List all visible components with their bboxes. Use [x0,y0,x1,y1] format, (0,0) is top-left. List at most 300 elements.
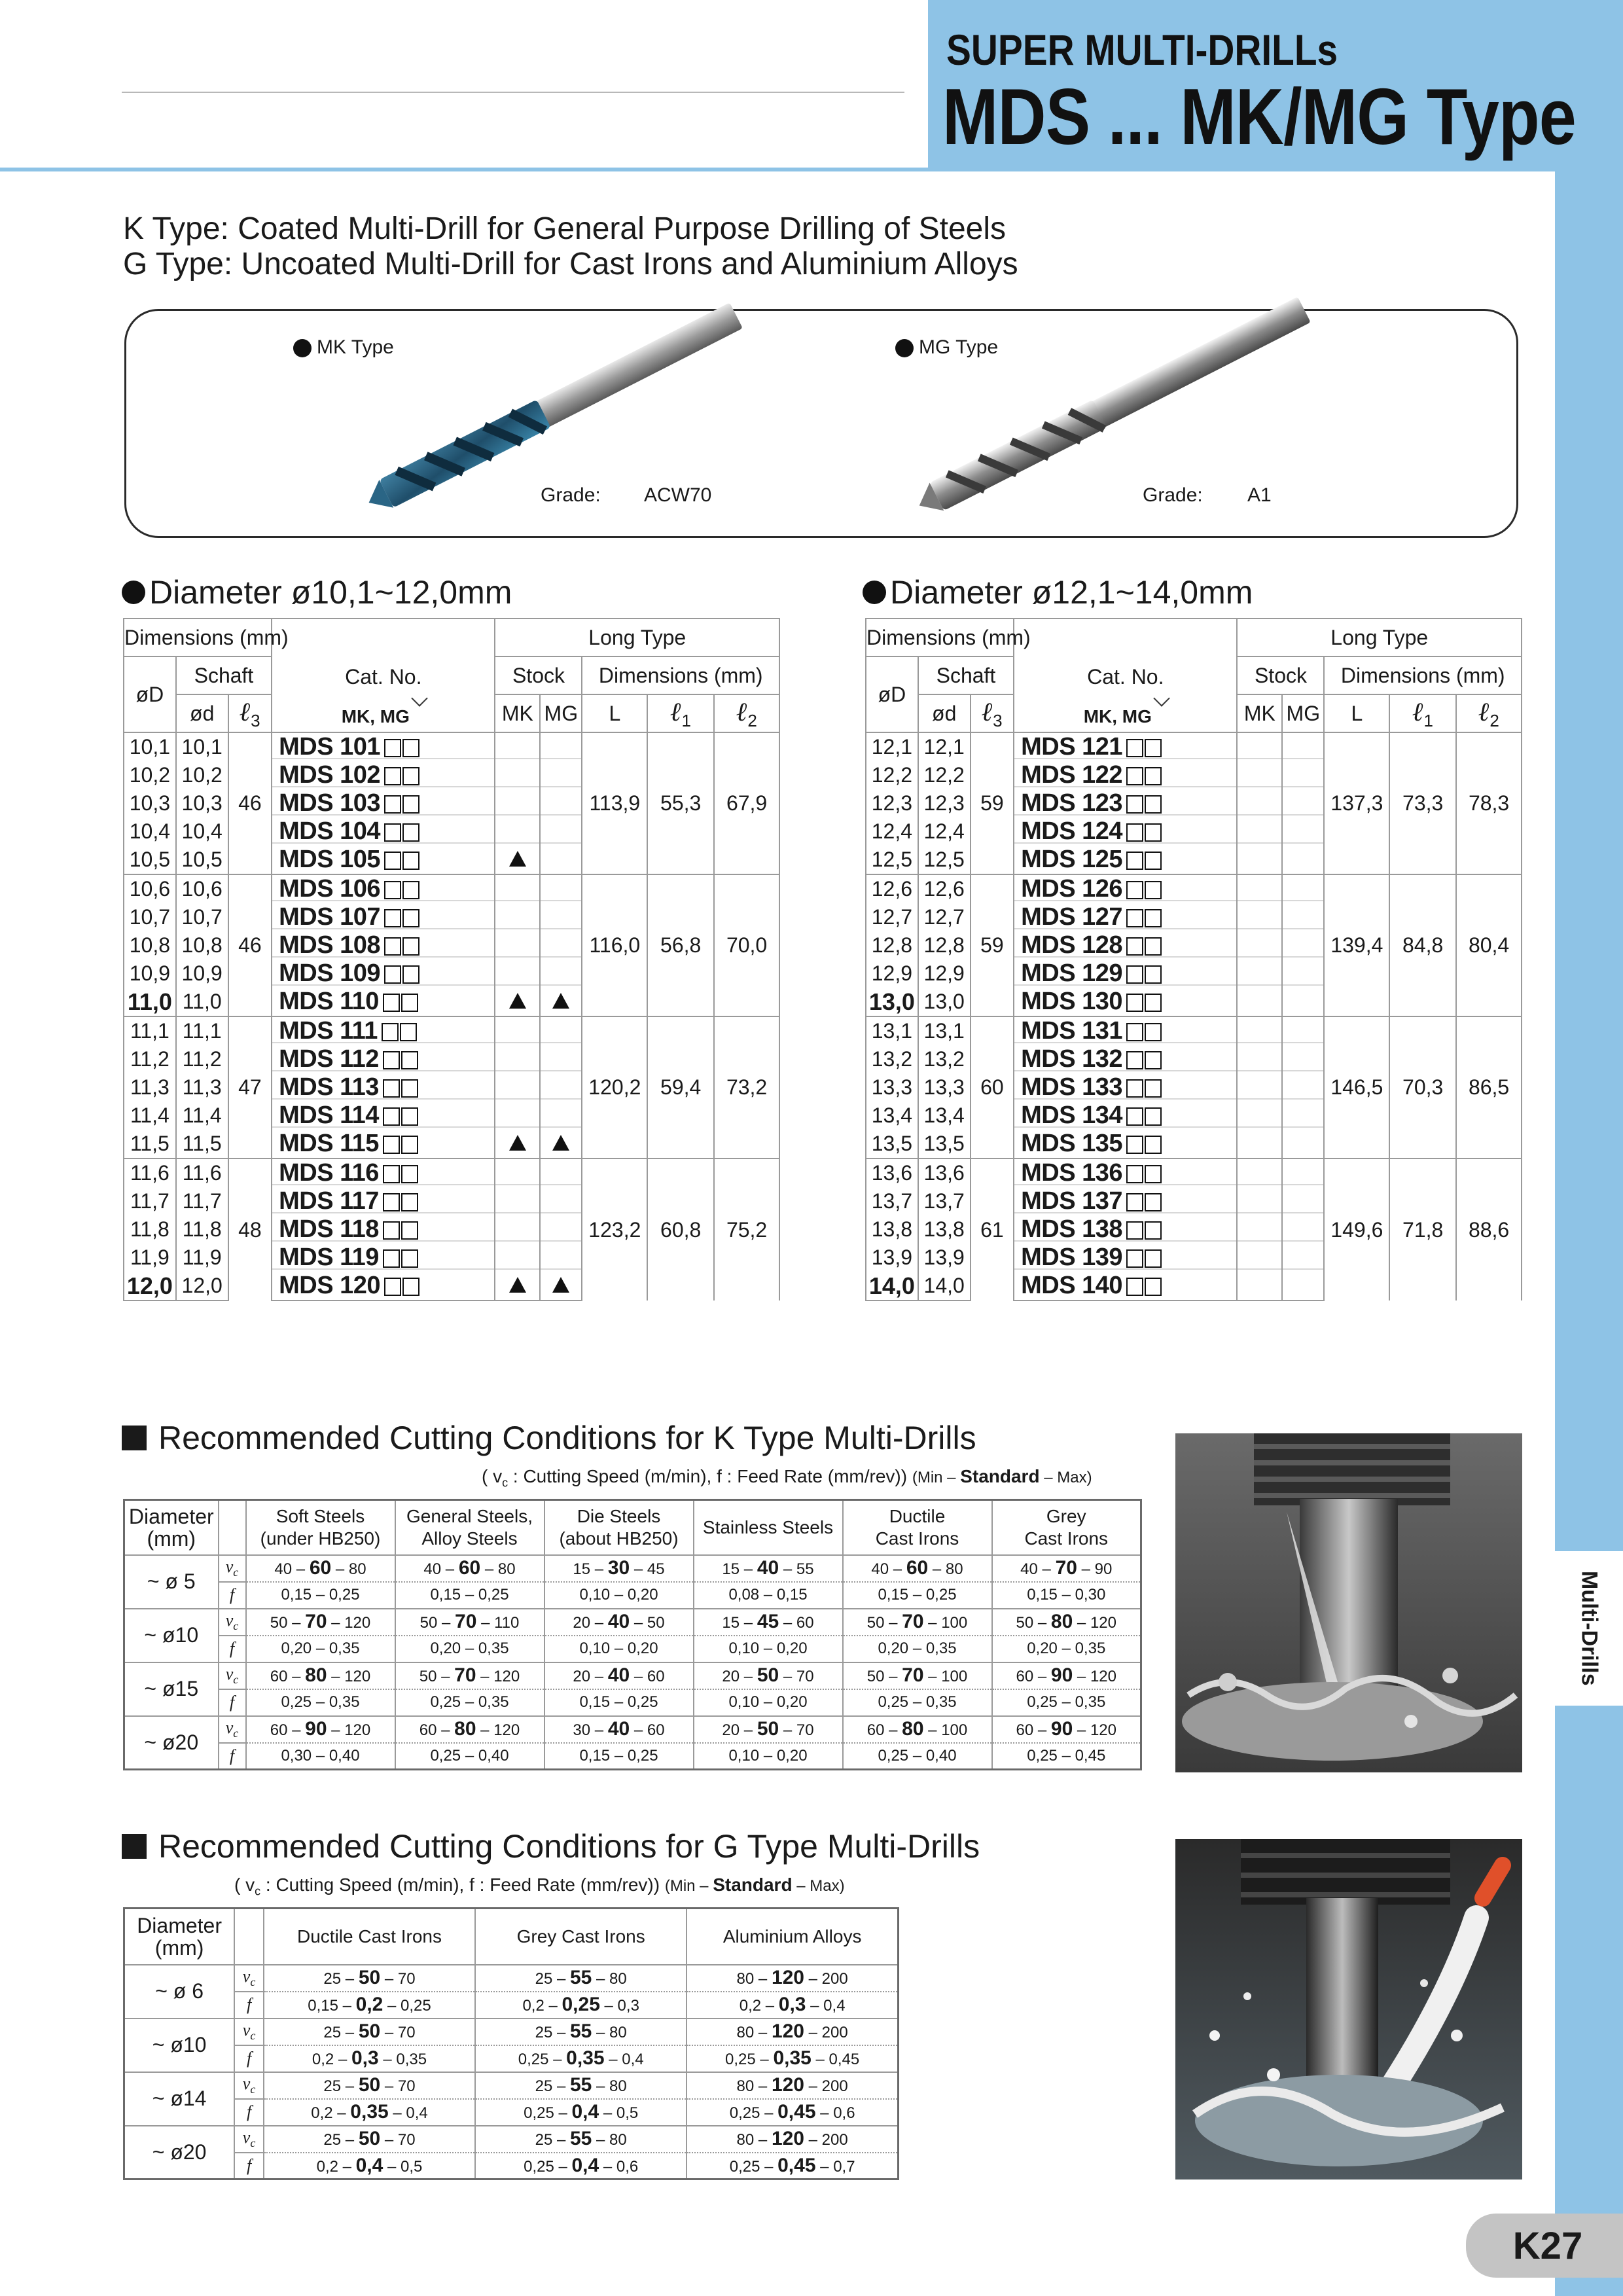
placeholder-box-icon [384,823,401,842]
placeholder-box-icon [1145,1193,1162,1211]
cat-no-cell: MDS 133 [1014,1073,1237,1102]
placeholder-box-icon [1145,767,1162,785]
placeholder-box-icon [1126,1051,1143,1069]
mg-stock-cell [540,1158,582,1187]
shank-diameter-cell: 11,3 [176,1073,228,1102]
mg-header: MG [540,694,582,732]
placeholder-box-icon [401,1165,418,1183]
mk-stock-cell [495,988,540,1016]
condition-value: 25 – 50 – 70 [264,2018,475,2045]
diameter-cell: 12,0 [124,1272,176,1300]
diameter-cell: ~ ø10 [124,2018,235,2072]
mk-stock-cell [495,874,540,903]
mg-stock-cell [1282,846,1324,874]
placeholder-box-icon [1145,881,1162,899]
shank-diameter-cell: 12,7 [918,903,971,931]
header-underline [0,168,1558,171]
cat-no-cell: MDS 138 [1014,1215,1237,1244]
table-row [124,1582,1141,1609]
dimensions-header: Dimensions (mm) [866,619,1014,656]
right-table-title: Diameter ø12,1~14,0mm [863,573,1253,611]
placeholder-box-icon [1145,937,1162,956]
cat-no-cell: MDS 109 [272,960,495,988]
shank-diameter-cell: 13,8 [918,1215,971,1244]
cat-no-cell: MDS 140 [1014,1272,1237,1300]
l1-cell: 84,8 [1389,874,1456,1016]
condition-value: 25 – 55 – 80 [475,1965,687,1992]
cat-no-cell: MDS 120 [272,1272,495,1300]
condition-value: 15 – 30 – 45 [544,1555,694,1582]
placeholder-box-icon [1145,1107,1162,1126]
vc-label: $v_c$ [234,2018,264,2045]
vc-label: $v_c$ [234,2072,264,2099]
condition-value: 0,25 – 0,35 [395,1689,544,1716]
condition-value: 0,2 – 0,3 – 0,35 [264,2045,475,2072]
placeholder-box-icon [383,1107,400,1126]
cat-no-cell: MDS 130 [1014,988,1237,1016]
header-rule [122,92,904,93]
table-row [124,2072,899,2099]
diameter-cell: 12,8 [866,931,918,960]
mk-stock-cell [1237,1045,1282,1073]
mg-stock-cell [540,960,582,988]
shank-diameter-cell: 13,9 [918,1244,971,1272]
condition-value: 0,10 – 0,20 [694,1743,843,1770]
placeholder-box-icon [383,994,400,1012]
g-conditions-table [123,1907,899,2180]
diameter-cell: 10,7 [124,903,176,931]
placeholder-box-icon [402,739,419,757]
placeholder-box-icon [1145,1136,1162,1154]
vc-label: $v_c$ [219,1555,246,1582]
condition-value: 60 – 80 – 120 [246,1662,395,1689]
condition-value: 30 – 40 – 60 [544,1716,694,1743]
mg-stock-cell [540,1187,582,1215]
placeholder-box-icon [401,1107,418,1126]
shank-diameter-cell: 11,5 [176,1130,228,1158]
placeholder-box-icon [401,1051,418,1069]
L-cell: 120,2 [582,1016,647,1158]
placeholder-box-icon [1145,1165,1162,1183]
square-bullet-icon [122,1834,147,1859]
placeholder-box-icon [384,937,401,956]
placeholder-box-icon [384,881,401,899]
condition-value: 0,25 – 0,35 [992,1689,1141,1716]
cat-no-cell: MDS 105 [272,846,495,874]
table-row [866,1158,1522,1187]
mk-stock-cell [1237,960,1282,988]
l1-cell: 56,8 [647,874,714,1016]
mg-stock-cell [540,931,582,960]
mg-stock-cell [1282,1102,1324,1130]
placeholder-box-icon [401,1136,418,1154]
shank-diameter-cell: 10,9 [176,960,228,988]
placeholder-box-icon [1145,909,1162,927]
condition-value: 0,15 – 0,2 – 0,25 [264,1992,475,2018]
cat-no-header: Cat. No. MK, MG [1014,619,1237,732]
placeholder-box-icon [1126,1107,1143,1126]
L-cell: 149,6 [1324,1158,1389,1300]
cat-no-cell: MDS 124 [1014,817,1237,846]
mk-stock-cell [495,1158,540,1187]
vc-label: $v_c$ [219,1662,246,1689]
mg-grade-value: A1 [1247,484,1272,506]
l3-cell: 47 [228,1016,272,1158]
l2-cell: 67,9 [714,732,779,874]
placeholder-box-icon [402,795,419,814]
f-label: f [234,1992,264,2018]
condition-value: 0,10 – 0,20 [694,1636,843,1662]
diameter-cell: 12,9 [866,960,918,988]
placeholder-box-icon [1126,1165,1143,1183]
placeholder-box-icon [382,1023,399,1041]
mk-stock-cell [495,931,540,960]
mg-stock-cell [1282,1073,1324,1102]
condition-value: 0,10 – 0,20 [544,1582,694,1609]
condition-value: 60 – 90 – 120 [992,1716,1141,1743]
mg-stock-cell [1282,761,1324,789]
shank-diameter-cell: 11,2 [176,1045,228,1073]
condition-value: 15 – 40 – 55 [694,1555,843,1582]
stock-triangle-icon [509,851,526,867]
condition-value: 20 – 40 – 50 [544,1609,694,1636]
placeholder-box-icon [1145,1278,1162,1296]
diameter-cell: 10,3 [124,789,176,817]
mk-grade-label: Grade: [541,484,601,506]
diameter-cell: 10,4 [124,817,176,846]
diameter-cell: 10,6 [124,874,176,903]
material-header: Ductile Cast Irons [843,1500,992,1555]
mk-stock-cell [1237,988,1282,1016]
condition-value: 0,15 – 0,25 [843,1582,992,1609]
diameter-cell: 13,5 [866,1130,918,1158]
placeholder-box-icon [1145,1249,1162,1268]
shank-diameter-cell: 13,3 [918,1073,971,1102]
placeholder-box-icon [1126,1023,1143,1041]
diameter-header: Diameter (mm) [124,1909,235,1965]
shank-diameter-cell: 12,4 [918,817,971,846]
bullet-icon [293,339,312,357]
od-header: ød [918,694,971,732]
shank-diameter-cell: 11,4 [176,1102,228,1130]
table-row [124,1636,1141,1662]
condition-value: 50 – 70 – 120 [395,1662,544,1689]
placeholder-box-icon [1145,1079,1162,1098]
l3-header: ℓ$_3$ [971,694,1014,732]
placeholder-box-icon [384,965,401,984]
diameter-header: Diameter (mm) [124,1500,219,1555]
condition-value: 50 – 70 – 100 [843,1662,992,1689]
shank-diameter-cell: 11,0 [176,988,228,1016]
l1-cell: 59,4 [647,1016,714,1158]
cat-no-cell: MDS 139 [1014,1244,1237,1272]
cat-no-cell: MDS 121 [1014,732,1237,761]
l3-cell: 46 [228,732,272,874]
shank-diameter-cell: 11,1 [176,1016,228,1045]
cat-no-cell: MDS 132 [1014,1045,1237,1073]
vc-label: $v_c$ [219,1716,246,1743]
shank-diameter-cell: 11,6 [176,1158,228,1187]
table-row [124,1743,1141,1770]
l2-header: ℓ$_2$ [1456,694,1522,732]
mg-grade-label: Grade: [1143,484,1203,506]
condition-value: 20 – 40 – 60 [544,1662,694,1689]
vc-label: $v_c$ [234,2126,264,2153]
cat-no-cell: MDS 128 [1014,931,1237,960]
mg-stock-cell [1282,1272,1324,1300]
bullet-icon [863,581,886,604]
placeholder-box-icon [401,994,418,1012]
f-label: f [234,2045,264,2072]
condition-value: 50 – 80 – 120 [992,1609,1141,1636]
f-label: f [219,1636,246,1662]
cat-no-cell: MDS 125 [1014,846,1237,874]
material-header: Grey Cast Irons [992,1500,1141,1555]
condition-value: 0,25 – 0,4 – 0,5 [475,2099,687,2126]
l2-cell: 75,2 [714,1158,779,1300]
diameter-cell: 10,1 [124,732,176,761]
mg-stock-cell [540,1272,582,1300]
cat-no-cell: MDS 106 [272,874,495,903]
vc-label: $v_c$ [234,1965,264,1992]
cat-no-cell: MDS 137 [1014,1187,1237,1215]
placeholder-box-icon [384,767,401,785]
cat-no-cell: MDS 126 [1014,874,1237,903]
side-bar [1555,168,1623,2296]
mg-stock-cell [540,817,582,846]
mg-stock-cell [1282,1130,1324,1158]
cat-no-cell: MDS 101 [272,732,495,761]
placeholder-box-icon [1126,881,1143,899]
cat-no-cell: MDS 119 [272,1244,495,1272]
shank-diameter-cell: 13,2 [918,1045,971,1073]
table-row [866,1016,1522,1045]
placeholder-box-icon [383,1249,400,1268]
shank-diameter-cell: 11,8 [176,1215,228,1244]
f-label: f [219,1743,246,1770]
condition-value: 0,20 – 0,35 [992,1636,1141,1662]
condition-value: 0,15 – 0,30 [992,1582,1141,1609]
series-name: SUPER MULTI-DRILLs [946,26,1338,74]
table-row [124,732,779,761]
condition-value: 40 – 70 – 90 [992,1555,1141,1582]
shank-diameter-cell: 12,6 [918,874,971,903]
cat-no-cell: MDS 113 [272,1073,495,1102]
condition-value: 60 – 90 – 120 [246,1716,395,1743]
diameter-cell: 12,2 [866,761,918,789]
mk-stock-cell [495,846,540,874]
mg-stock-cell [540,903,582,931]
mk-stock-cell [1237,789,1282,817]
mg-header: MG [1282,694,1324,732]
mk-stock-cell [495,1130,540,1158]
shank-diameter-cell: 13,1 [918,1016,971,1045]
L-cell: 116,0 [582,874,647,1016]
diameter-cell: 11,3 [124,1073,176,1102]
condition-value: 60 – 80 – 100 [843,1716,992,1743]
mk-stock-cell [1237,846,1282,874]
mk-stock-cell [495,1016,540,1045]
dimensions2-header: Dimensions (mm) [1324,656,1522,694]
placeholder-box-icon [1126,994,1143,1012]
mg-stock-cell [1282,931,1324,960]
mg-stock-cell [540,732,582,761]
diameter-cell: 13,4 [866,1102,918,1130]
mg-stock-cell [1282,988,1324,1016]
cat-no-cell: MDS 103 [272,789,495,817]
left-table-title: Diameter ø10,1~12,0mm [122,573,512,611]
condition-value: 15 – 45 – 60 [694,1609,843,1636]
mg-stock-cell [540,1073,582,1102]
table-row [124,1716,1141,1743]
placeholder-box-icon [1126,1249,1143,1268]
mk-stock-cell [495,761,540,789]
mk-stock-cell [495,1272,540,1300]
L-cell: 137,3 [1324,732,1389,874]
placeholder-box-icon [1126,909,1143,927]
placeholder-box-icon [402,823,419,842]
material-header: Die Steels (about HB250) [544,1500,694,1555]
mg-stock-cell [1282,960,1324,988]
placeholder-box-icon [1126,937,1143,956]
material-header: Stainless Steels [694,1500,843,1555]
l3-cell: 59 [971,732,1014,874]
condition-value: 0,2 – 0,25 – 0,3 [475,1992,687,2018]
condition-value: 0,25 – 0,45 – 0,7 [687,2153,898,2179]
table-row [124,1609,1141,1636]
mk-stock-cell [1237,1244,1282,1272]
cat-no-cell: MDS 115 [272,1130,495,1158]
mg-stock-cell [1282,1045,1324,1073]
condition-value: 60 – 80 – 120 [395,1716,544,1743]
table-row [124,2099,899,2126]
placeholder-box-icon [1145,1051,1162,1069]
diameter-cell: 13,3 [866,1073,918,1102]
l2-cell: 70,0 [714,874,779,1016]
condition-value: 25 – 50 – 70 [264,2072,475,2099]
diameter-cell: 11,4 [124,1102,176,1130]
condition-value: 0,20 – 0,35 [246,1636,395,1662]
cat-no-cell: MDS 110 [272,988,495,1016]
table-row [124,1555,1141,1582]
mk-stock-cell [495,732,540,761]
table-row [124,2018,899,2045]
placeholder-box-icon [1145,994,1162,1012]
l3-cell: 61 [971,1158,1014,1300]
condition-value: 0,25 – 0,40 [843,1743,992,1770]
condition-value: 25 – 50 – 70 [264,2126,475,2153]
diameter-cell: 10,5 [124,846,176,874]
condition-value: 0,25 – 0,35 [843,1689,992,1716]
mg-stock-cell [1282,732,1324,761]
mg-stock-cell [1282,903,1324,931]
placeholder-box-icon [1145,1221,1162,1240]
l3-cell: 48 [228,1158,272,1300]
mg-stock-cell [540,988,582,1016]
L-header: L [1324,694,1389,732]
placeholder-box-icon [1145,852,1162,870]
placeholder-box-icon [1145,823,1162,842]
diameter-cell: ~ ø 5 [124,1555,219,1609]
cat-no-cell: MDS 123 [1014,789,1237,817]
mg-stock-cell [540,846,582,874]
condition-value: 80 – 120 – 200 [687,2072,898,2099]
f-label: f [234,2099,264,2126]
diameter-cell: 12,6 [866,874,918,903]
placeholder-box-icon [1145,965,1162,984]
diameter-cell: 13,2 [866,1045,918,1073]
oD-header: øD [866,656,918,732]
mg-type-label: MG Type [895,336,998,359]
l3-cell: 46 [228,874,272,1016]
stock-triangle-icon [509,1135,526,1151]
mk-stock-cell [495,1187,540,1215]
condition-value: 0,15 – 0,25 [246,1582,395,1609]
condition-value: 60 – 90 – 120 [992,1662,1141,1689]
mg-stock-cell [1282,1244,1324,1272]
condition-value: 25 – 50 – 70 [264,1965,475,1992]
shank-diameter-cell: 12,3 [918,789,971,817]
material-header: Soft Steels (under HB250) [246,1500,395,1555]
placeholder-box-icon [383,1193,400,1211]
placeholder-box-icon [402,965,419,984]
condition-value: 0,25 – 0,45 [992,1743,1141,1770]
vf-header [219,1500,246,1555]
mk-stock-cell [1237,761,1282,789]
placeholder-box-icon [384,795,401,814]
mk-header: MK [1237,694,1282,732]
mk-stock-cell [1237,931,1282,960]
mg-stock-cell [540,1130,582,1158]
shank-diameter-cell: 13,5 [918,1130,971,1158]
table-row [124,1158,779,1187]
condition-value: 0,2 – 0,3 – 0,4 [687,1992,898,2018]
diameter-cell: 13,0 [866,988,918,1016]
mk-stock-cell [1237,903,1282,931]
stock-header: Stock [1237,656,1324,694]
cat-no-cell: MDS 111 [272,1016,495,1045]
cat-no-cell: MDS 116 [272,1158,495,1187]
intro-g-type: G Type: Uncoated Multi-Drill for Cast Irons and Aluminium Alloys [123,247,1018,281]
condition-value: 0,25 – 0,35 – 0,45 [687,2045,898,2072]
mg-stock-cell [1282,1158,1324,1187]
mk-stock-cell [1237,1102,1282,1130]
placeholder-box-icon [384,1278,401,1296]
square-bullet-icon [122,1426,147,1450]
placeholder-box-icon [1126,1193,1143,1211]
diameter-cell: 11,2 [124,1045,176,1073]
mk-stock-cell [1237,874,1282,903]
material-header: Ductile Cast Irons [264,1909,475,1965]
table-row [124,1016,779,1045]
mg-stock-cell [540,874,582,903]
diameter-cell: 13,6 [866,1158,918,1187]
condition-value: 50 – 70 – 100 [843,1609,992,1636]
long-type-header: Long Type [1237,619,1522,656]
k-conditions-note: ( $v_c$ : Cutting Speed (m/min), f : Feed Rate (mm/rev)) (Min – Standard – Max) [482,1466,1092,1490]
g-drilling-photo [1175,1839,1522,2179]
placeholder-box-icon [383,1165,400,1183]
mg-stock-cell [540,1215,582,1244]
shank-diameter-cell: 10,5 [176,846,228,874]
mg-stock-cell [1282,1016,1324,1045]
placeholder-box-icon [402,937,419,956]
l1-cell: 73,3 [1389,732,1456,874]
stock-triangle-icon [552,1135,569,1151]
condition-value: 0,25 – 0,40 [395,1743,544,1770]
cat-no-header: Cat. No. MK, MG [272,619,495,732]
table-row [124,1992,899,2018]
